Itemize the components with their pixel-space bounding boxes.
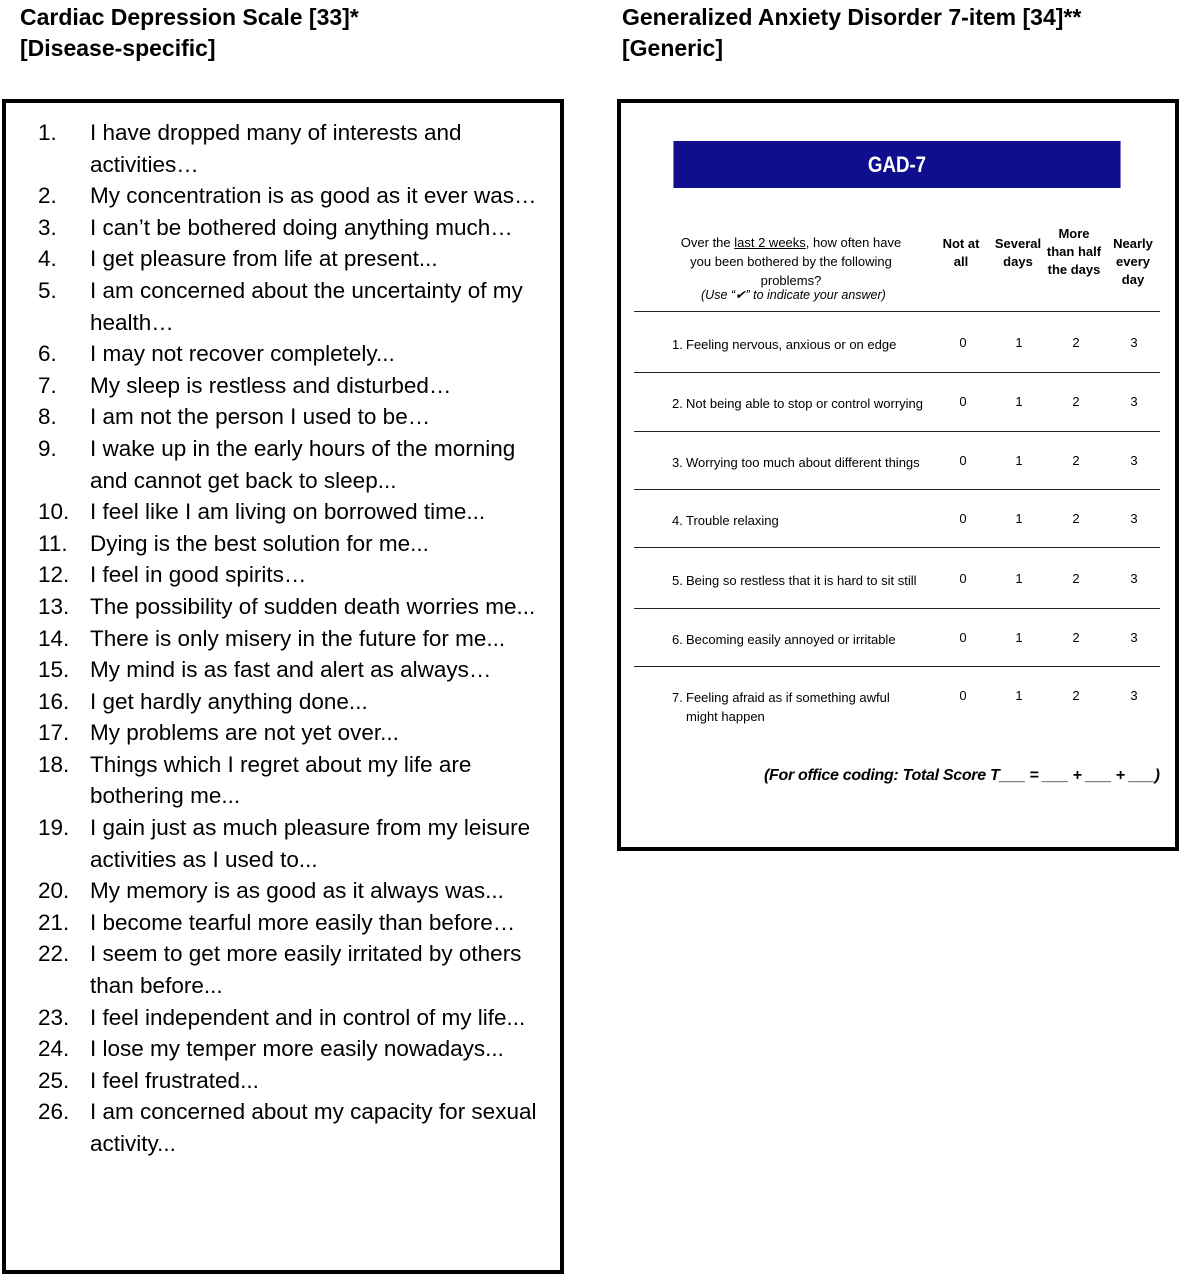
gad-item-number: 1. [672,337,683,352]
gad-item-label [672,394,923,413]
cds-item [6,749,560,812]
cds-item-text: My problems are not yet over... [90,720,399,746]
cds-item [6,875,560,907]
cds-item-number: 25. [38,1067,70,1093]
gad-item-label [672,453,920,472]
gad-item-text-cont: might happen [686,709,765,724]
cds-item-text: There is only misery in the future for me... [90,625,506,651]
gad-item-label [672,511,779,530]
cds-item [6,1065,560,1097]
cds-item-number: 17. [38,720,70,746]
gad-score-value[interactable]: 1 [1015,630,1023,645]
gad-score-value[interactable]: 0 [959,630,967,645]
gad-score-value[interactable]: 3 [1130,453,1138,468]
gad-score-value[interactable]: 3 [1130,688,1138,703]
gad-item-number: 4. [672,513,683,528]
gad-score-value[interactable]: 0 [959,453,967,468]
gad-office-coding: (For office coding: Total Score T___ = ___ + ___ + ___) [764,767,1160,784]
gad-title-line2: [Generic] [622,35,723,61]
gad-item-text: Being so restless that it is hard to sit still [686,573,917,588]
gad-score-value[interactable]: 2 [1072,394,1080,409]
cds-item [6,212,560,244]
gad-row-divider [634,431,1160,432]
gad-score-value[interactable]: 3 [1130,571,1138,586]
cds-item [6,812,560,875]
cds-item-text: I seem to get more easily irritated by others than before... [90,941,522,999]
cds-item [6,243,560,275]
cds-item-number: 1. [38,120,57,145]
cds-item [6,433,560,496]
gad-question-post: , how often have you been bothered by the following problems? [690,235,902,288]
gad-item-text: Feeling nervous, anxious or on edge [686,337,897,352]
cds-item [6,370,560,402]
cds-item-number: 24. [38,1036,70,1062]
cds-item-text: I feel independent and in control of my life... [90,1004,526,1030]
gad-header-bar: GAD-7 [673,141,1120,188]
gad-item-text: Feeling afraid as if something awful [686,690,890,705]
cds-item-text: I have dropped many of interests and activities… [90,120,462,177]
cds-item-number: 9. [38,435,57,461]
cds-item-text: My concentration is as good as it ever was… [90,183,537,209]
gad-score-value[interactable]: 2 [1072,511,1080,526]
gad-score-value[interactable]: 1 [1015,688,1023,703]
cds-item [6,1033,560,1065]
gad-item-text: Not being able to stop or control worrying [686,396,924,411]
cds-item-text: Things which I regret about my life are bothering me... [90,751,472,809]
gad-score-value[interactable]: 0 [959,571,967,586]
cds-item-number: 15. [38,657,70,683]
cds-item-text: I feel like I am living on borrowed time... [90,499,486,525]
cds-item [6,1002,560,1034]
gad-score-value[interactable]: 2 [1072,335,1080,350]
cds-item [6,117,560,180]
gad-item-label [672,335,896,354]
cds-item-text: The possibility of sudden death worries me... [90,593,536,619]
cds-item-text: My sleep is restless and disturbed… [90,372,452,398]
gad-score-value[interactable]: 1 [1015,571,1023,586]
cds-item [6,623,560,655]
cds-item-number: 11. [38,530,68,556]
cds-item-number: 20. [38,878,70,904]
cds-item-number: 8. [38,404,57,430]
gad-score-value[interactable]: 2 [1072,688,1080,703]
cds-item-number: 18. [38,751,70,777]
cds-item-number: 12. [38,562,70,588]
gad-item-number: 2. [672,396,683,411]
cds-title-line2: [Disease-specific] [20,35,216,61]
gad-score-value[interactable]: 1 [1015,335,1023,350]
cds-item-text: My mind is as fast and alert as always… [90,657,492,683]
gad-item-label [672,630,896,649]
cds-item-text: I wake up in the early hours of the morning and cannot get back to sleep... [90,435,516,493]
gad-score-value[interactable]: 3 [1130,394,1138,409]
cds-item-text: I get pleasure from life at present... [90,246,438,272]
gad-score-value[interactable]: 0 [959,335,967,350]
gad-score-value[interactable]: 0 [959,511,967,526]
gad-title [622,2,1081,64]
gad-item-text: Becoming easily annoyed or irritable [686,632,896,647]
gad-item-number: 6. [672,632,683,647]
cds-item [6,401,560,433]
cds-item-box [2,99,564,1274]
gad-score-value[interactable]: 1 [1015,394,1023,409]
cds-item-text: I feel in good spirits… [90,562,307,588]
gad-instruction: (Use “✔” to indicate your answer) [701,288,886,302]
cds-item-number: 14. [38,625,70,651]
gad-column-nearly-every-day: Nearly every day [1113,236,1153,287]
gad-row-divider [634,547,1160,548]
gad-column-several-days: Several days [994,236,1042,269]
cds-item-text: I become tearful more easily than before… [90,909,516,935]
cds-item-number: 7. [38,372,57,398]
cds-title-line1: Cardiac Depression Scale [33]* [20,4,359,30]
gad-question [671,233,911,290]
gad-question-pre: Over the [680,235,735,250]
gad-score-value[interactable]: 2 [1072,453,1080,468]
cds-item-number: 6. [38,341,57,367]
cds-item-number: 16. [38,688,70,714]
gad-score-value[interactable]: 2 [1072,571,1080,586]
gad-row-divider [634,311,1160,312]
gad-column-more-than-half: More than half the days [1046,226,1102,277]
cds-item [6,907,560,939]
cds-item-number: 2. [38,183,57,209]
gad-row-divider [634,372,1160,373]
gad-score-value[interactable]: 0 [959,394,967,409]
gad-score-value[interactable]: 2 [1072,630,1080,645]
cds-item-number: 26. [38,1099,70,1125]
cds-item-text: I gain just as much pleasure from my leisure activities as I used to... [90,815,531,872]
cds-item-number: 22. [38,941,70,967]
cds-item [6,1096,560,1159]
gad-score-value[interactable]: 3 [1130,630,1138,645]
cds-item-number: 3. [38,214,57,240]
cds-item [6,338,560,370]
cds-item-text: I can’t be bothered doing anything much… [90,214,513,240]
cds-item [6,496,560,528]
cds-item-text: I may not recover completely... [90,341,395,367]
gad-score-value[interactable]: 1 [1015,511,1023,526]
cds-item-text: I get hardly anything done... [90,688,368,714]
gad-title-line1: Generalized Anxiety Disorder 7-item [34]** [622,4,1082,30]
gad-item-number: 3. [672,455,683,470]
cds-item-number: 4. [38,246,57,272]
gad-row-divider [634,608,1160,609]
gad-row-divider [634,489,1160,490]
gad-column-not-at-all: Not at all [942,236,980,269]
gad-score-value[interactable]: 1 [1015,453,1023,468]
gad-item-text: Trouble relaxing [686,513,779,528]
cds-item-text: I am concerned about my capacity for sexual activity... [90,1099,537,1156]
cds-item-text: My memory is as good as it always was... [90,878,504,904]
cds-item [6,180,560,212]
gad-row-divider [634,666,1160,667]
gad-item-number: 5. [672,573,683,588]
cds-item [6,654,560,686]
gad-item-number: 7. [672,690,683,705]
cds-item [6,528,560,560]
cds-item [6,938,560,1001]
cds-item-number: 5. [38,277,57,303]
gad-question-underlined: last 2 weeks [734,235,806,250]
cds-item [6,686,560,718]
cds-item [6,559,560,591]
cds-item-number: 21. [38,909,70,935]
cds-item [6,591,560,623]
cds-item-number: 19. [38,815,70,841]
gad-item-label [672,688,890,726]
cds-title [20,2,359,64]
cds-item-number: 10. [38,499,70,525]
gad-item-label [672,571,916,590]
gad-score-value[interactable]: 3 [1130,335,1138,350]
gad-score-value[interactable]: 3 [1130,511,1138,526]
cds-item-text: I am concerned about the uncertainty of my health… [90,277,523,335]
cds-item-text: I lose my temper more easily nowadays... [90,1036,504,1062]
cds-item-number: 23. [38,1004,70,1030]
gad-score-value[interactable]: 0 [959,688,967,703]
cds-item-text: I feel frustrated... [90,1067,259,1093]
gad-form-box [617,99,1179,851]
cds-item-number: 13. [38,593,70,619]
cds-item-text: Dying is the best solution for me... [90,530,429,556]
cds-item-text: I am not the person I used to be… [90,404,431,430]
cds-item-list [6,117,560,1160]
cds-item [6,275,560,338]
cds-item [6,717,560,749]
gad-item-text: Worrying too much about different things [686,455,920,470]
